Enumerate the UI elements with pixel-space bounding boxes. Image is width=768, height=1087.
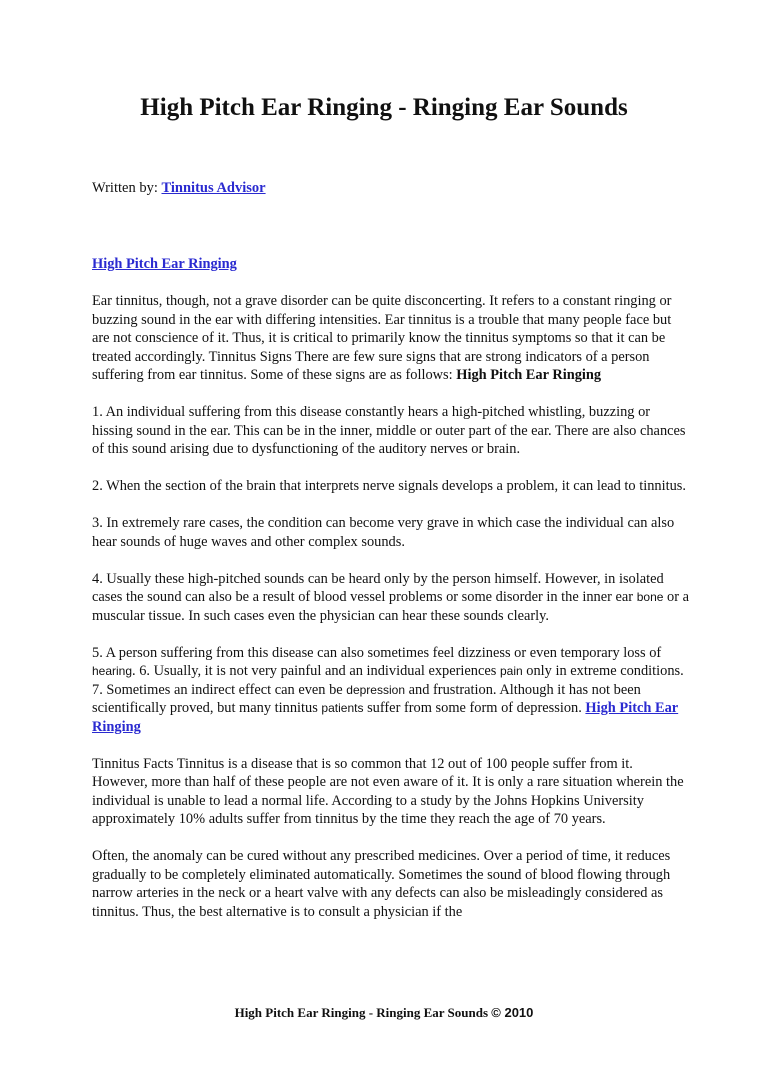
paragraph-intro-bold: High Pitch Ear Ringing bbox=[456, 367, 602, 383]
inline-link-high-pitch[interactable]: High Pitch Ear Ringing bbox=[92, 700, 679, 735]
section-heading bbox=[92, 255, 692, 274]
p5-text-b: or a muscular tissue. In such cases even the physician can hear these sounds clearly. bbox=[92, 589, 690, 624]
byline bbox=[92, 179, 266, 198]
p6-text-c: only in extreme conditions. 7. Sometimes an indirect effect can even be bbox=[92, 663, 684, 698]
paragraph-point-1: 1. An individual suffering from this disease constantly hears a high-pitched whistling, buzzing or hissing sound in the ear. This can be in the inner, middle or outer part of the ear. There are also chances of this sound arising due to dysfunctioning of the auditory nerves or brain. bbox=[92, 404, 686, 457]
keyword-depression: depression bbox=[346, 682, 405, 697]
keyword-patients: patients bbox=[321, 701, 364, 715]
paragraph-point-3: 3. In extremely rare cases, the condition can become very grave in which case the individual can also hear sounds of huge waves and other complex sounds. bbox=[92, 515, 675, 550]
keyword-hearing: hearing bbox=[92, 664, 133, 678]
paragraph-facts: Tinnitus Facts Tinnitus is a disease that is so common that 12 out of 100 people suffer from it. However, more than half of these people are not even aware of it. It is only a rare situation wherein the individual is unable to lead a normal life. According to a study by the Johns Hopkins University approximately 10% adults suffer from tinnitus by the time they reach the age of 70 years. bbox=[92, 755, 684, 827]
keyword-pain: pain bbox=[499, 664, 523, 678]
paragraph-treatment: Often, the anomaly can be cured without any prescribed medicines. Over a period of time, it reduces gradually to be completely eliminated automatically. Sometimes the sound of blood flowing through narrow arteries in the neck or a heart valve with any defects can also be misleadingly considered as tinnitus. Thus, the best alternative is to consult a physician if the bbox=[92, 848, 671, 920]
p6-text-b: . 6. Usually, it is not very painful and an individual experiences bbox=[132, 663, 497, 679]
paragraph-point-5 bbox=[92, 644, 692, 737]
section-heading-link[interactable]: High Pitch Ear Ringing bbox=[92, 256, 237, 272]
keyword-bone: bone bbox=[636, 590, 664, 604]
paragraph-point-4 bbox=[92, 570, 692, 626]
byline-prefix: Written by: bbox=[92, 180, 158, 196]
author-link[interactable]: Tinnitus Advisor bbox=[161, 180, 266, 196]
p6-text-d: and frustration. Although it has not been scientifically proved, but many tinnitus bbox=[92, 681, 641, 716]
page-title: High Pitch Ear Ringing - Ringing Ear Sounds bbox=[140, 94, 628, 121]
p5-text-a: 4. Usually these high-pitched sounds can be heard only by the person himself. However, in isolated cases the sound can also be a result of blood vessel problems or some disorder in the inner ear bbox=[92, 570, 664, 605]
footer-copyright: © 2010 bbox=[491, 1005, 534, 1020]
paragraph-intro-text: Ear tinnitus, though, not a grave disorder can be quite disconcerting. It refers to a constant ringing or buzzing sound in the ear with differing intensities. Ear tinnitus is a trouble that many people face but are not conscience of it. Thus, it is critical to primarily know the tinnitus symptoms so that it can be treated accordingly. Tinnitus Signs There are few sure signs that are strong indicators of a person suffering from ear tinnitus. Some of these signs are as follows: bbox=[92, 293, 672, 383]
p6-text-e: suffer from some form of depression. bbox=[367, 700, 582, 716]
p6-text-a: 5. A person suffering from this disease can also sometimes feel dizziness or even temporary loss of bbox=[92, 644, 662, 661]
footer-text: High Pitch Ear Ringing - Ringing Ear Sounds bbox=[234, 1005, 489, 1020]
article-body bbox=[92, 255, 692, 940]
page-footer bbox=[0, 1004, 768, 1021]
paragraph-point-2: 2. When the section of the brain that interprets nerve signals develops a problem, it can lead to tinnitus. bbox=[92, 478, 686, 494]
paragraph-intro bbox=[92, 292, 692, 385]
